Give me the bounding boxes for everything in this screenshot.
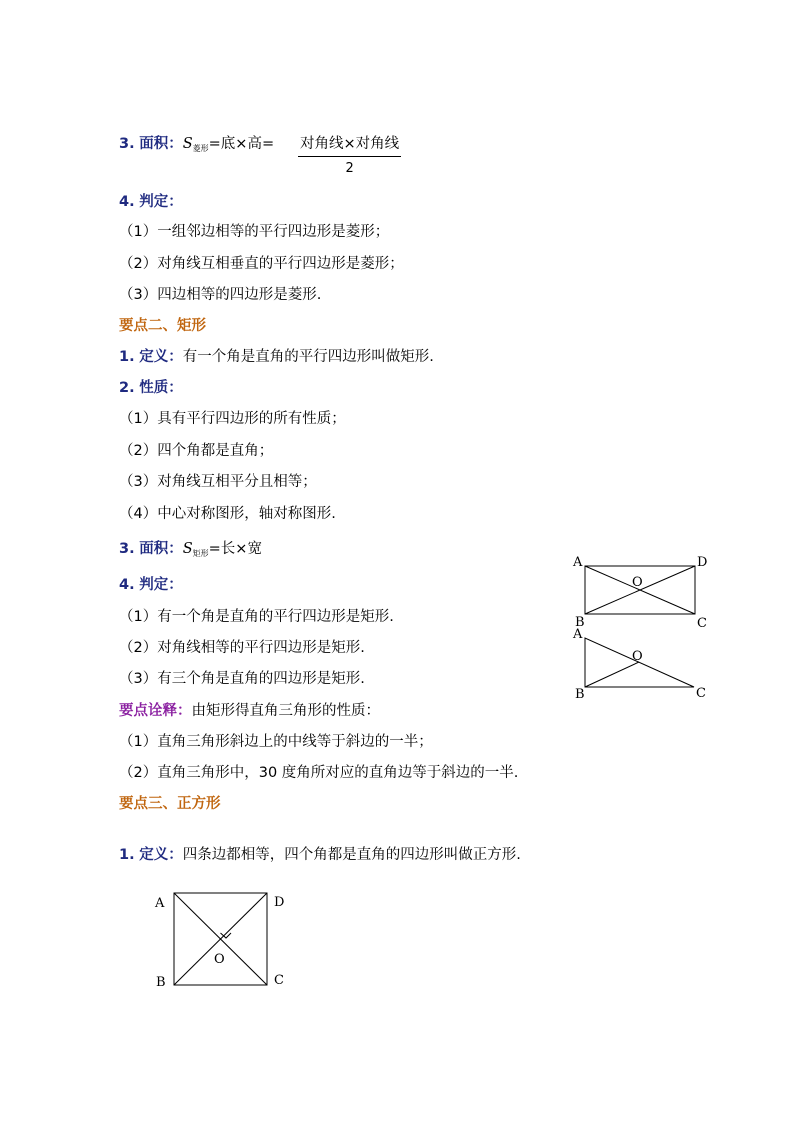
vertex-label-d: D [274, 895, 285, 910]
vertex-label-a: A [573, 627, 583, 642]
list-item: （3）四边相等的四边形是菱形. [119, 287, 322, 303]
vertex-label-a: A [573, 555, 583, 570]
list-item: （2）对角线相等的平行四边形是矩形. [119, 640, 365, 656]
vertex-label-d: D [697, 555, 708, 570]
note-line [119, 701, 380, 721]
area-subscript: 矩形 [192, 549, 209, 558]
section-title-rectangle: 要点二、矩形 [119, 318, 206, 334]
list-item: （2）对角线互相垂直的平行四边形是菱形； [119, 256, 404, 272]
list-item: （4）中心对称图形，轴对称图形. [119, 506, 336, 522]
area-symbol: S [182, 136, 193, 152]
item-number: 3. [119, 541, 135, 557]
note-text: 由矩形得直角三角形的性质： [191, 703, 380, 719]
square-definition [119, 845, 521, 865]
list-item: （1）直角三角形斜边上的中线等于斜边的一半； [119, 734, 433, 750]
definition-label: 定义： [139, 349, 183, 365]
midpoint-label-o: O [632, 649, 643, 664]
vertex-label-c: C [697, 616, 707, 630]
item-number: 1. [119, 349, 135, 365]
area-equation: =长×宽 [208, 541, 262, 557]
vertex-label-c: C [274, 973, 284, 988]
vertex-label-b: B [156, 975, 166, 990]
properties-label: 性质： [139, 380, 183, 396]
note-label: 要点诠释： [119, 703, 192, 719]
list-item: （3）有三个角是直角的四边形是矩形. [119, 671, 365, 687]
list-item: （1）有一个角是直角的平行四边形是矩形. [119, 609, 394, 625]
judge-label: 判定： [139, 194, 183, 210]
item-number: 4. [119, 577, 135, 593]
area-subscript: 菱形 [192, 144, 209, 153]
area-label: 面积： [139, 541, 183, 557]
definition-label: 定义： [139, 847, 183, 863]
judge-label: 判定： [139, 577, 183, 593]
rectangle-area-line [119, 539, 262, 564]
rectangle-figure [568, 552, 718, 630]
square-figure [150, 888, 295, 994]
rectangle-properties-heading [119, 378, 183, 398]
item-number: 1. [119, 847, 135, 863]
area-symbol: S [182, 541, 193, 557]
list-item: （1）一组邻边相等的平行四边形是菱形； [119, 224, 390, 240]
area-label: 面积： [139, 136, 183, 152]
area-equation: =底×高= [208, 136, 275, 152]
rectangle-judge-heading [119, 575, 183, 595]
item-number: 4. [119, 194, 135, 210]
hypotenuse-median [585, 662, 639, 687]
fraction [298, 134, 401, 179]
item-number: 2. [119, 380, 135, 396]
definition-text: 四条边都相等，四个角都是直角的四边形叫做正方形. [182, 847, 521, 863]
fraction-numerator: 对角线×对角线 [298, 134, 401, 157]
list-item: （2）直角三角形中，30 度角所对应的直角边等于斜边的一半. [119, 765, 519, 781]
center-label-o: O [214, 952, 225, 967]
vertex-label-b: B [575, 687, 585, 702]
vertex-label-a: A [155, 896, 165, 911]
center-label-o: O [632, 575, 643, 590]
fraction-denominator: 2 [345, 161, 354, 176]
definition-text: 有一个角是直角的平行四边形叫做矩形. [182, 349, 434, 365]
right-triangle-figure [568, 626, 718, 704]
vertex-label-b: B [575, 615, 585, 630]
rectangle-definition [119, 347, 434, 367]
section-title-square: 要点三、正方形 [119, 796, 221, 812]
rhombus-area-line [119, 134, 274, 159]
vertex-label-c: C [696, 686, 706, 701]
rhombus-judge-heading [119, 192, 183, 212]
list-item: （2）四个角都是直角； [119, 443, 274, 459]
rhombus-area-fraction [298, 134, 401, 179]
list-item: （3）对角线互相平分且相等； [119, 474, 317, 490]
item-number: 3. [119, 136, 135, 152]
list-item: （1）具有平行四边形的所有性质； [119, 411, 346, 427]
